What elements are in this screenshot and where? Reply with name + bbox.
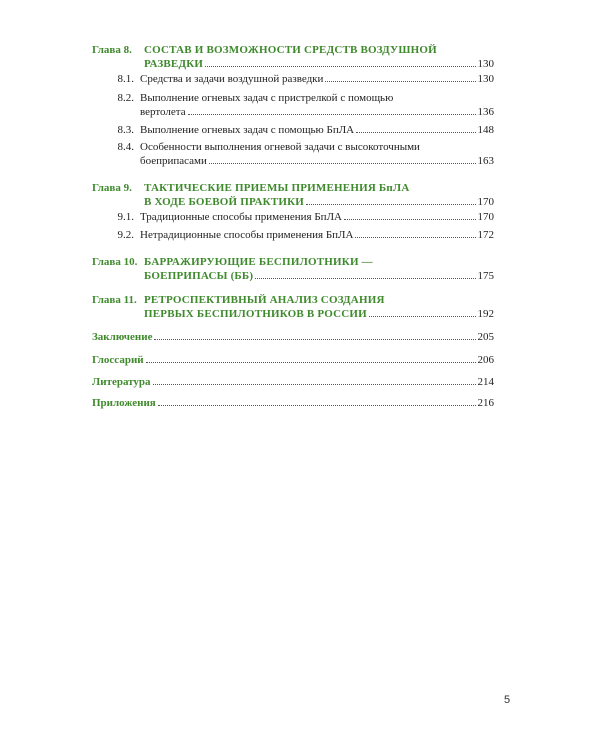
page-ref: 172 — [477, 229, 494, 241]
toc-section-8-3[interactable] — [92, 124, 494, 137]
dot-leader — [209, 163, 476, 164]
page-ref: 130 — [477, 73, 494, 85]
toc-literature[interactable] — [92, 376, 494, 389]
toc-section-8-2-line1[interactable] — [92, 92, 494, 105]
section-title: Традиционные способы применения БпЛА — [140, 211, 342, 223]
toc-section-9-1[interactable] — [92, 211, 494, 224]
chapter-title: ТАКТИЧЕСКИЕ ПРИЕМЫ ПРИМЕНЕНИЯ БпЛА — [144, 182, 410, 194]
page-ref: 170 — [477, 211, 494, 223]
chapter-title-cont: БОЕПРИПАСЫ (ББ) — [144, 270, 254, 282]
toc-appendices[interactable] — [92, 397, 494, 410]
chapter-10-heading-line2[interactable] — [92, 270, 494, 283]
toc-section-8-2-line2[interactable] — [92, 106, 494, 119]
chapter-label: Глава 8. — [92, 44, 132, 56]
chapter-title: РЕТРОСПЕКТИВНЫЙ АНАЛИЗ СОЗДАНИЯ — [144, 294, 385, 306]
section-title-cont: боеприпасами — [140, 155, 207, 167]
dot-leader — [255, 278, 475, 279]
dot-leader — [355, 237, 475, 238]
page-ref: 130 — [477, 58, 494, 70]
page-ref: 214 — [477, 376, 494, 388]
page-ref: 216 — [477, 397, 494, 409]
chapter-title-cont: ПЕРВЫХ БЕСПИЛОТНИКОВ В РОССИИ — [144, 308, 367, 320]
chapter-title-cont: РАЗВЕДКИ — [144, 58, 204, 70]
chapter-label: Глава 9. — [92, 182, 132, 194]
section-title: Средства и задачи воздушной разведки — [140, 73, 324, 85]
chapter-11-heading-line1[interactable] — [92, 294, 494, 307]
toc-conclusion[interactable] — [92, 331, 494, 344]
page-ref: 205 — [477, 331, 494, 343]
toc-glossary[interactable] — [92, 354, 494, 367]
dot-leader — [306, 204, 475, 205]
chapter-9-heading-line1[interactable] — [92, 182, 494, 195]
page-ref: 136 — [477, 106, 494, 118]
section-title: Особенности выполнения огневой задачи с высокоточными — [140, 141, 420, 153]
dot-leader — [153, 384, 476, 385]
chapter-label: Глава 11. — [92, 294, 137, 306]
chapter-8-heading-line1[interactable] — [92, 44, 494, 57]
chapter-11-heading-line2[interactable] — [92, 308, 494, 321]
chapter-label: Глава 10. — [92, 256, 138, 268]
back-matter-title: Глоссарий — [92, 354, 144, 366]
section-title: Выполнение огневых задач с помощью БпЛА — [140, 124, 355, 136]
dot-leader — [369, 316, 476, 317]
section-number: 9.2. — [117, 229, 134, 241]
toc-section-8-1[interactable] — [92, 73, 494, 86]
dot-leader — [154, 339, 475, 340]
page-ref: 163 — [477, 155, 494, 167]
section-number: 8.1. — [117, 73, 134, 85]
dot-leader — [344, 219, 476, 220]
page-ref: 175 — [477, 270, 494, 282]
chapter-title: БАРРАЖИРУЮЩИЕ БЕСПИЛОТНИКИ — — [144, 256, 373, 268]
section-title: Выполнение огневых задач с пристрелкой с помощью — [140, 92, 394, 104]
dot-leader — [325, 81, 475, 82]
dot-leader — [188, 114, 476, 115]
back-matter-title: Заключение — [92, 331, 153, 343]
page-number: 5 — [504, 694, 511, 706]
section-title: Нетрадиционные способы применения БпЛА — [140, 229, 354, 241]
section-number: 8.2. — [117, 92, 134, 104]
section-number: 8.3. — [117, 124, 134, 136]
chapter-9-heading-line2[interactable] — [92, 196, 494, 209]
dot-leader — [146, 362, 476, 363]
toc-section-8-4-line1[interactable] — [92, 141, 494, 154]
toc-section-9-2[interactable] — [92, 229, 494, 242]
chapter-10-heading-line1[interactable] — [92, 256, 494, 269]
section-title-cont: вертолета — [140, 106, 186, 118]
dot-leader — [356, 132, 475, 133]
section-number: 8.4. — [117, 141, 134, 153]
chapter-8-heading-line2[interactable] — [92, 58, 494, 71]
section-number: 9.1. — [117, 211, 134, 223]
back-matter-title: Приложения — [92, 397, 156, 409]
dot-leader — [158, 405, 476, 406]
chapter-title: СОСТАВ И ВОЗМОЖНОСТИ СРЕДСТВ ВОЗДУШНОЙ — [144, 44, 437, 56]
chapter-title-cont: В ХОДЕ БОЕВОЙ ПРАКТИКИ — [144, 196, 305, 208]
back-matter-title: Литература — [92, 376, 151, 388]
page-ref: 148 — [477, 124, 494, 136]
page-ref: 206 — [477, 354, 494, 366]
page-ref: 192 — [477, 308, 494, 320]
toc-section-8-4-line2[interactable] — [92, 155, 494, 168]
page-ref: 170 — [477, 196, 494, 208]
dot-leader — [205, 66, 475, 67]
